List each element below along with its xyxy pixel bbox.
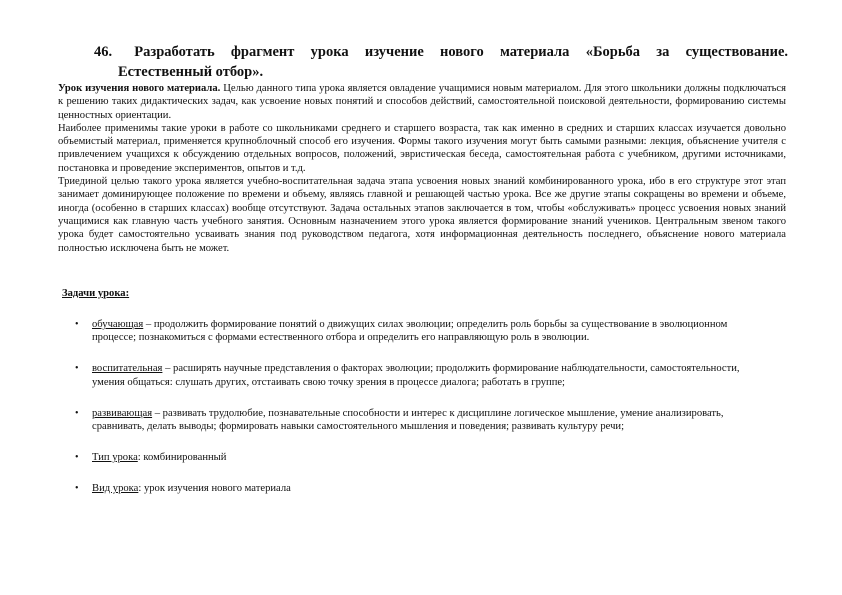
list-item-term: Вид урока [92,482,139,494]
bullet-icon: • [75,407,79,419]
tasks-title-text: Задачи урока: [62,288,130,299]
list-item [62,451,772,464]
heading-text-1: Разработать фрагмент урока изучение нового материала «Борьба за существование. [134,44,789,60]
list-item-text: – продолжить формирование понятий о движущих силах эволюции; определить роль борьбы за существование в эволюционном процессе; познакомиться с формами естественного отбора и определить его направляющую роль в эволюции. [92,319,728,344]
bullet-icon: • [75,482,79,494]
bullet-icon: • [75,319,79,330]
list-item-text: : комбинированный [137,451,227,463]
list-item [62,318,772,345]
heading-number: 46. [94,44,113,60]
list-item-text: – расширять научные представления о факторах эволюции; продолжить формирование наблюдательности, самостоятельности, умения общаться: слушать других, отстаивать свою точку зрения в процессе диалога; работать в группе; [92,363,740,388]
bullet-icon: • [75,451,79,463]
list-item [62,482,772,495]
body-text [58,82,786,255]
list-item-text: : урок изучения нового материала [138,482,291,494]
list-item [62,407,772,434]
list-item-text: – развивать трудолюбие, познавательные способности и интерес к дисциплине логическое мышление, умение анализировать, сравнивать, делать выводы; формировать навыки самостоятельного мышления и поведения; развивать культуру речи; [92,407,724,433]
paragraph-3: Триединой целью такого урока является учебно-воспитательная задача этапа усвоения новых знаний комбинированного урока, ибо в его структуре этот этап занимает доминирующее положение по времени и объему, являясь главной и решающей частью урока. Все же другие этапы сокращены во времени и объеме, иногда (особенно в старших классах) вообще отсутствуют. Задача остальных этапов заключается в том, чтобы «обслуживать» процесс усвоения новых знаний учащимися как главную часть учебного занятия. Основным назначением этого урока является формирование знаний учеников. Центральным звеном такого урока будет самостоятельно усваивать знания под руководством педагога, хотя информационная деятельность последнего, объяснение нового материала полностью исключена быть не может. [58,176,786,254]
tasks-title [62,288,129,299]
tasks-list [62,318,772,513]
list-item-term: обучающая [92,319,144,330]
list-item-term: Тип урока [92,451,138,463]
list-item-term: развивающая [92,407,153,419]
paragraph-1-text: Целью данного типа урока является овладение учащимися новым материалом. Для этого школьники должны подключаться к решению таких дидактических задач, как усвоение новых понятий и способов действий, самостоятельной поисковой деятельности, формированию системы ценностных ориентации. [58,83,786,121]
paragraph-1 [58,82,786,122]
list-item-term: воспитательная [92,363,163,375]
paragraph-1-lead: Урок изучения нового материала. [58,83,221,94]
paragraph-2: Наиболее применимы такие уроки в работе со школьниками среднего и старшего возраста, так как именно в средних и старших классах изучается довольно объемистый материал, применяется крупноблочный способ его изучения. Формы такого изучения могут быть самыми разными: лекция, объяснение учителя с привлечением учащихся к обсуждению отдельных вопросов, положений, эвристическая беседа, самостоятельная работа с учебником, другими источниками, постановка и проведение экспериментов, опытов и т.д. [58,122,786,174]
bullet-icon: • [75,363,79,375]
page-heading [94,42,788,82]
list-item [62,362,772,389]
heading-line-2: Естественный отбор». [118,64,264,80]
heading-line-1 [94,42,788,62]
